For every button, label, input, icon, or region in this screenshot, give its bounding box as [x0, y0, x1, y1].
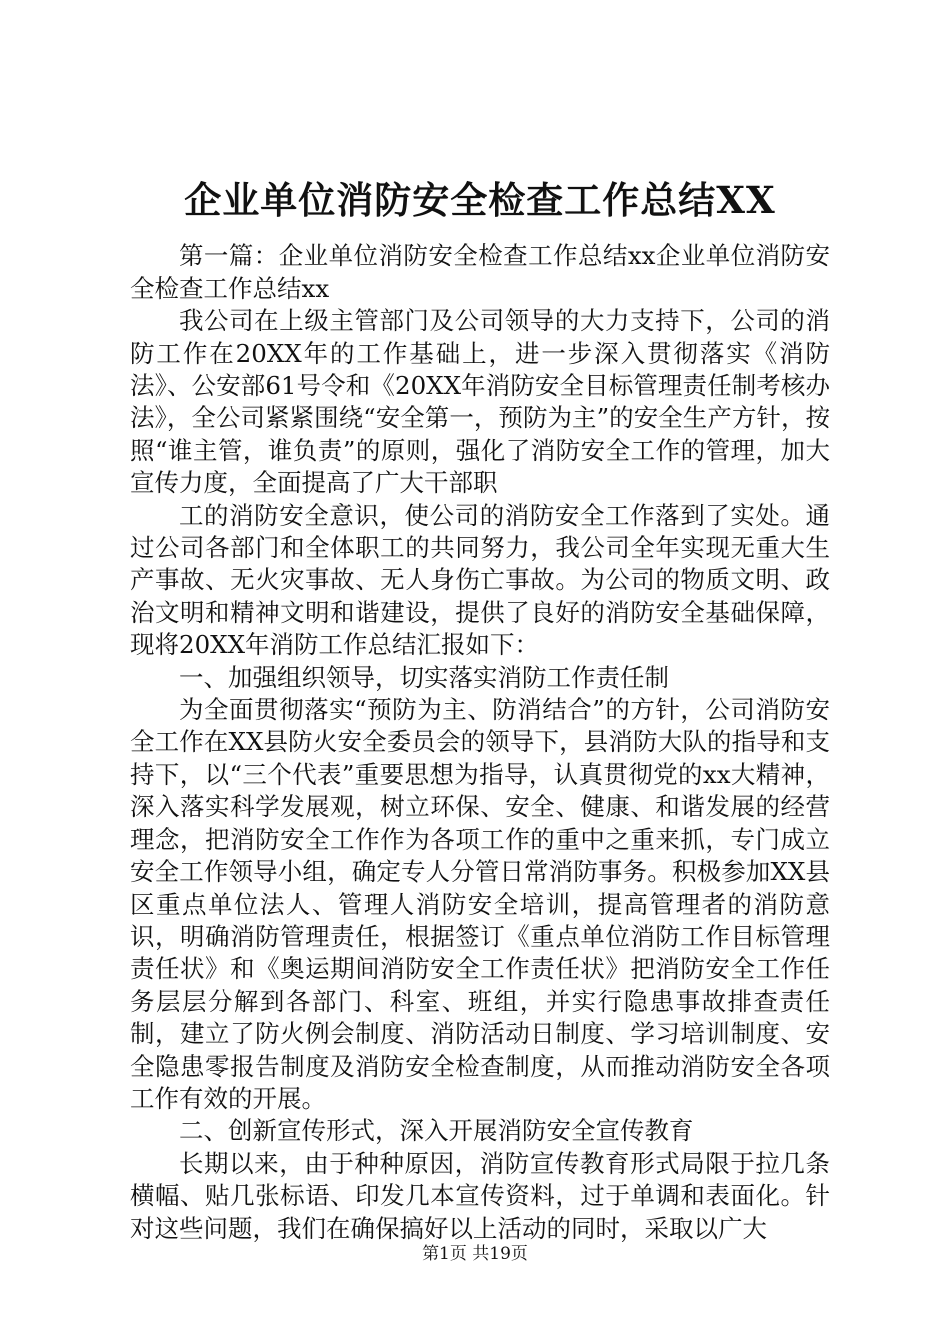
- paragraph-body: 我公司在上级主管部门及公司领导的大力支持下，公司的消防工作在20XX年的工作基础上，进一步深入贯彻落实《消防法》、公安部61号令和《20XX年消防安全目标管理责任制考核办法》，全公司紧紧围绕“安全第一，预防为主”的安全生产方针，按照“谁主管，谁负责”的原则，强化了消防安全工作的管理，加大宣传力度，全面提高了广大干部职: [130, 306, 830, 498]
- section-heading-1: 一、加强组织领导，切实落实消防工作责任制: [179, 662, 669, 692]
- page-number-footer: 第1页 共19页: [422, 1244, 528, 1264]
- paragraph-body: 长期以来，由于种种原因，消防宣传教育形式局限于拉几条横幅、贴几张标语、印发几本宣传资料，过于单调和表面化。针对这些问题，我们在确保搞好以上活动的同时，采取以广大: [130, 1148, 830, 1243]
- section-heading-2: 二、创新宣传形式，深入开展消防安全宣传教育: [179, 1116, 694, 1146]
- paragraph-body: 为全面贯彻落实“预防为主、防消结合”的方针，公司消防安全工作在XX县防火安全委员会的领导下，县消防大队的指导和支持下，以“三个代表”重要思想为指导，认真贯彻党的xx大精神，深入落实科学发展观，树立环保、安全、健康、和谐发展的经营理念，把消防安全工作作为各项工作的重中之重来抓，专门成立安全工作领导小组，确定专人分管日常消防事务。积极参加XX县区重点单位法人、管理人消防安全培训，提高管理者的消防意识，明确消防管理责任，根据签订《重点单位消防工作目标管理责任状》和《奥运期间消防安全工作责任状》把消防安全工作任务层层分解到各部门、科室、班组，并实行隐患事故排查责任制，建立了防火例会制度、消防活动日制度、学习培训制度、安全隐患零报告制度及消防安全检查制度，从而推动消防安全各项工作有效的开展。: [130, 695, 830, 1113]
- document-title: 企业单位消防安全检查工作总结XX: [184, 178, 776, 222]
- paragraph-body: 工的消防安全意识，使公司的消防安全工作落到了实处。通过公司各部门和全体职工的共同努力，我公司全年实现无重大生产事故、无火灾事故、无人身伤亡事故。为公司的物质文明、政治文明和精神文明和谐建设，提供了良好的消防安全基础保障，现将20XX年消防工作总结汇报如下：: [130, 500, 830, 660]
- paragraph-intro: 第一篇：企业单位消防安全检查工作总结xx企业单位消防安全检查工作总结xx: [130, 241, 830, 303]
- document-page: [130, 178, 830, 1245]
